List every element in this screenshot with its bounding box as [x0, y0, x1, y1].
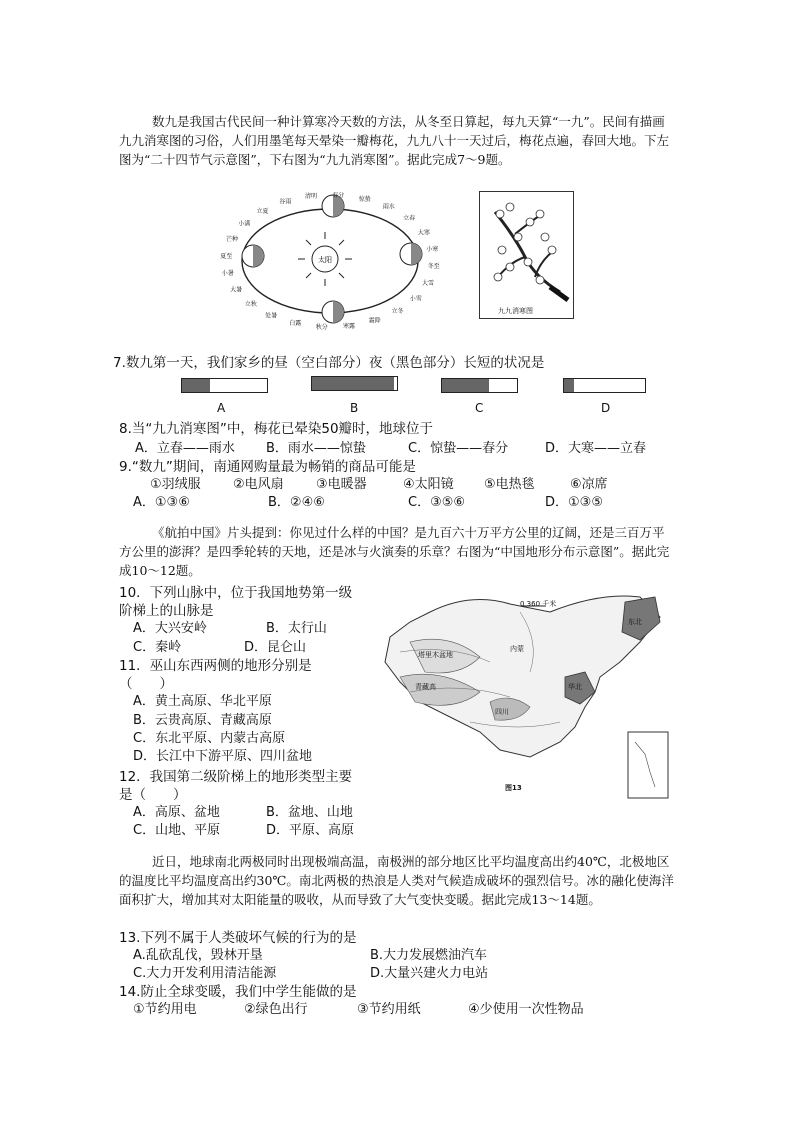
- solar-term-label: 立夏: [256, 207, 269, 215]
- q10-option-d: D．昆仑山: [244, 640, 307, 655]
- solar-term-label: 白露: [289, 320, 302, 328]
- solar-term-label: 立冬: [391, 308, 404, 316]
- map-label-dongbei: 东北: [628, 618, 642, 626]
- q12-option-a: A．高原、盆地: [133, 805, 220, 820]
- option-d-bar: [563, 378, 646, 393]
- solar-term-label: 大雪: [421, 280, 435, 287]
- option-c-label: C: [475, 401, 484, 415]
- option-d-label: D: [601, 401, 611, 415]
- q10-option-a: A．大兴安岭: [133, 621, 207, 636]
- solar-term-label: 芒种: [225, 236, 239, 243]
- question-12-line1: 12．我国第二级阶梯上的地形类型主要: [119, 769, 353, 785]
- solar-term-label: 小寒: [426, 246, 439, 253]
- question-9: 9.“数九”期间，南通网购量最为畅销的商品可能是: [119, 459, 416, 475]
- solar-term-label: 处暑: [265, 312, 278, 320]
- solar-term-label: 大暑: [230, 286, 243, 294]
- night-fill-c: [442, 379, 489, 392]
- solar-term-label: 夏至: [220, 252, 233, 260]
- plum-caption: 九九消寒图: [498, 307, 533, 315]
- question-10-line2: 阶梯上的山脉是: [119, 603, 214, 619]
- solar-term-label: 小雪: [409, 295, 422, 303]
- question-11-line2: （ ）: [119, 676, 173, 692]
- solar-term-label: 霜降: [368, 317, 381, 325]
- question-7: 7.数九第一天，我们家乡的昼（空白部分）夜（黑色部分）长短的状况是: [113, 355, 545, 371]
- q10-option-b: B．太行山: [266, 621, 327, 636]
- q9-option-a: A．①③⑥: [133, 495, 190, 510]
- night-fill-a: [182, 379, 210, 392]
- solar-term-label: 清明: [304, 193, 318, 201]
- question-12-line2: 是（ ）: [119, 787, 187, 803]
- sun-label: 太阳: [318, 256, 332, 264]
- q9-item-2: ②电风扇: [233, 477, 284, 492]
- solar-term-label: 惊蛰: [358, 195, 371, 203]
- passage-1: 数九是我国古代民间一种计算寒冷天数的方法，从冬至日算起，每九天算“一九”。民间有描画九九消寒图的习俗，人们用墨笔每天晕染一瓣梅花，九九八十一天过后，梅花点遍，春回大地。下左图为“二十四节气示意图”，下右图为“九九消寒图”。据此完成7～9题。: [119, 114, 670, 167]
- solar-term-label: 立春: [403, 215, 416, 223]
- plum-blossom-figure: [479, 191, 574, 319]
- passage-2: 《航拍中国》片头提到：你见过什么样的中国？是九百六十万平方公里的辽阔，还是三百万平方公里的澎湃？是四季轮转的天地，还是冰与火演奏的乐章？右图为“中国地形分布示意图”。据此完成10～12题。: [119, 525, 670, 578]
- map-scale: 0 360 千米: [520, 600, 557, 608]
- solar-term-label: 大寒: [417, 229, 430, 237]
- q13-option-d: D.大量兴建火力电站: [370, 966, 489, 981]
- q13-option-a: A.乱砍乱伐，毁林开垦: [133, 948, 263, 963]
- solar-term-label: 冬至: [427, 263, 440, 271]
- q9-item-3: ③电暖器: [316, 477, 367, 492]
- q12-option-b: B．盆地、山地: [266, 805, 353, 820]
- q12-option-d: D．平原、高原: [266, 823, 355, 838]
- china-terrain-map: [370, 582, 672, 802]
- option-a-bar: [181, 378, 268, 393]
- question-13: 13.下列不属于人类破坏气候的行为的是: [119, 930, 357, 946]
- q14-item-4: ④少使用一次性物品: [468, 1002, 584, 1017]
- solar-term-label: 小暑: [221, 270, 234, 277]
- q9-option-d: D．①③⑤: [545, 495, 603, 510]
- question-14: 14.防止全球变暖，我们中学生能做的是: [119, 984, 357, 1000]
- solar-term-label: 立秋: [244, 300, 257, 308]
- map-label-qingzang: 青藏高: [415, 683, 436, 691]
- q11-option-a: A．黄土高原、华北平原: [133, 694, 272, 709]
- solar-term-label: 秋分: [315, 323, 328, 331]
- solar-term-label: 春分: [332, 192, 345, 200]
- q9-item-1: ①羽绒服: [150, 477, 201, 492]
- q10-option-c: C．秦岭: [133, 640, 182, 655]
- question-8: 8.当“九九消寒图”中，梅花已晕染50瓣时，地球位于: [119, 421, 434, 437]
- q13-option-c: C.大力开发利用清洁能源: [133, 966, 277, 981]
- solar-term-label: 谷雨: [279, 198, 292, 206]
- q13-option-b: B.大力发展燃油汽车: [370, 948, 488, 963]
- q9-item-6: ⑥凉席: [570, 477, 608, 492]
- q8-option-a: A．立春——雨水: [135, 441, 235, 456]
- option-b-label: B: [350, 401, 359, 415]
- q8-option-b: B．雨水——惊蛰: [266, 441, 366, 456]
- q14-item-2: ②绿色出行: [244, 1002, 308, 1017]
- q11-option-c: C．东北平原、内蒙古高原: [133, 731, 286, 746]
- q8-option-c: C．惊蛰——春分: [408, 441, 509, 456]
- q9-option-b: B．②④⑥: [268, 495, 325, 510]
- solar-terms-diagram: [215, 192, 455, 340]
- map-caption: 图13: [505, 784, 522, 792]
- q12-option-c: C．山地、平原: [133, 823, 221, 838]
- q9-item-5: ⑤电热毯: [484, 477, 535, 492]
- solar-term-label: 寒露: [342, 322, 356, 330]
- q11-option-b: B．云贵高原、青藏高原: [133, 713, 272, 728]
- solar-term-label: 小满: [238, 220, 251, 228]
- option-a-label: A: [217, 401, 226, 415]
- q9-item-4: ④太阳镜: [403, 477, 454, 492]
- question-11-line1: 11．巫山东西两侧的地形分别是: [119, 658, 312, 674]
- option-b-bar: [311, 376, 398, 391]
- q14-item-3: ③节约用纸: [357, 1002, 421, 1017]
- option-c-bar: [441, 378, 518, 393]
- map-label-sichuan: 四川: [495, 708, 509, 716]
- q8-option-d: D．大寒——立春: [545, 441, 647, 456]
- solar-term-label: 雨水: [382, 203, 395, 211]
- map-label-neimeng: 内蒙: [510, 645, 524, 653]
- night-fill-d: [564, 379, 574, 392]
- q11-option-d: D．长江中下游平原、四川盆地: [133, 749, 313, 764]
- passage-3: 近日，地球南北两极同时出现极端高温，南极洲的部分地区比平均温度高出约40℃，北极地区的温度比平均温度高出约30℃。南北两极的热浪是人类对气候造成破坏的强烈信号。冰的融化使海洋面积扩大，增加其对太阳能量的吸收，从而导致了大气变快变暖。据此完成13～14题。: [119, 854, 674, 907]
- night-fill-b: [312, 377, 394, 390]
- q14-item-1: ①节约用电: [133, 1002, 197, 1017]
- map-label-huabei: 华北: [568, 683, 582, 691]
- map-label-tarim: 塔里木盆地: [418, 651, 453, 659]
- q9-option-c: C．③⑤⑥: [408, 495, 466, 510]
- question-10-line1: 10．下列山脉中，位于我国地势第一级: [119, 585, 353, 601]
